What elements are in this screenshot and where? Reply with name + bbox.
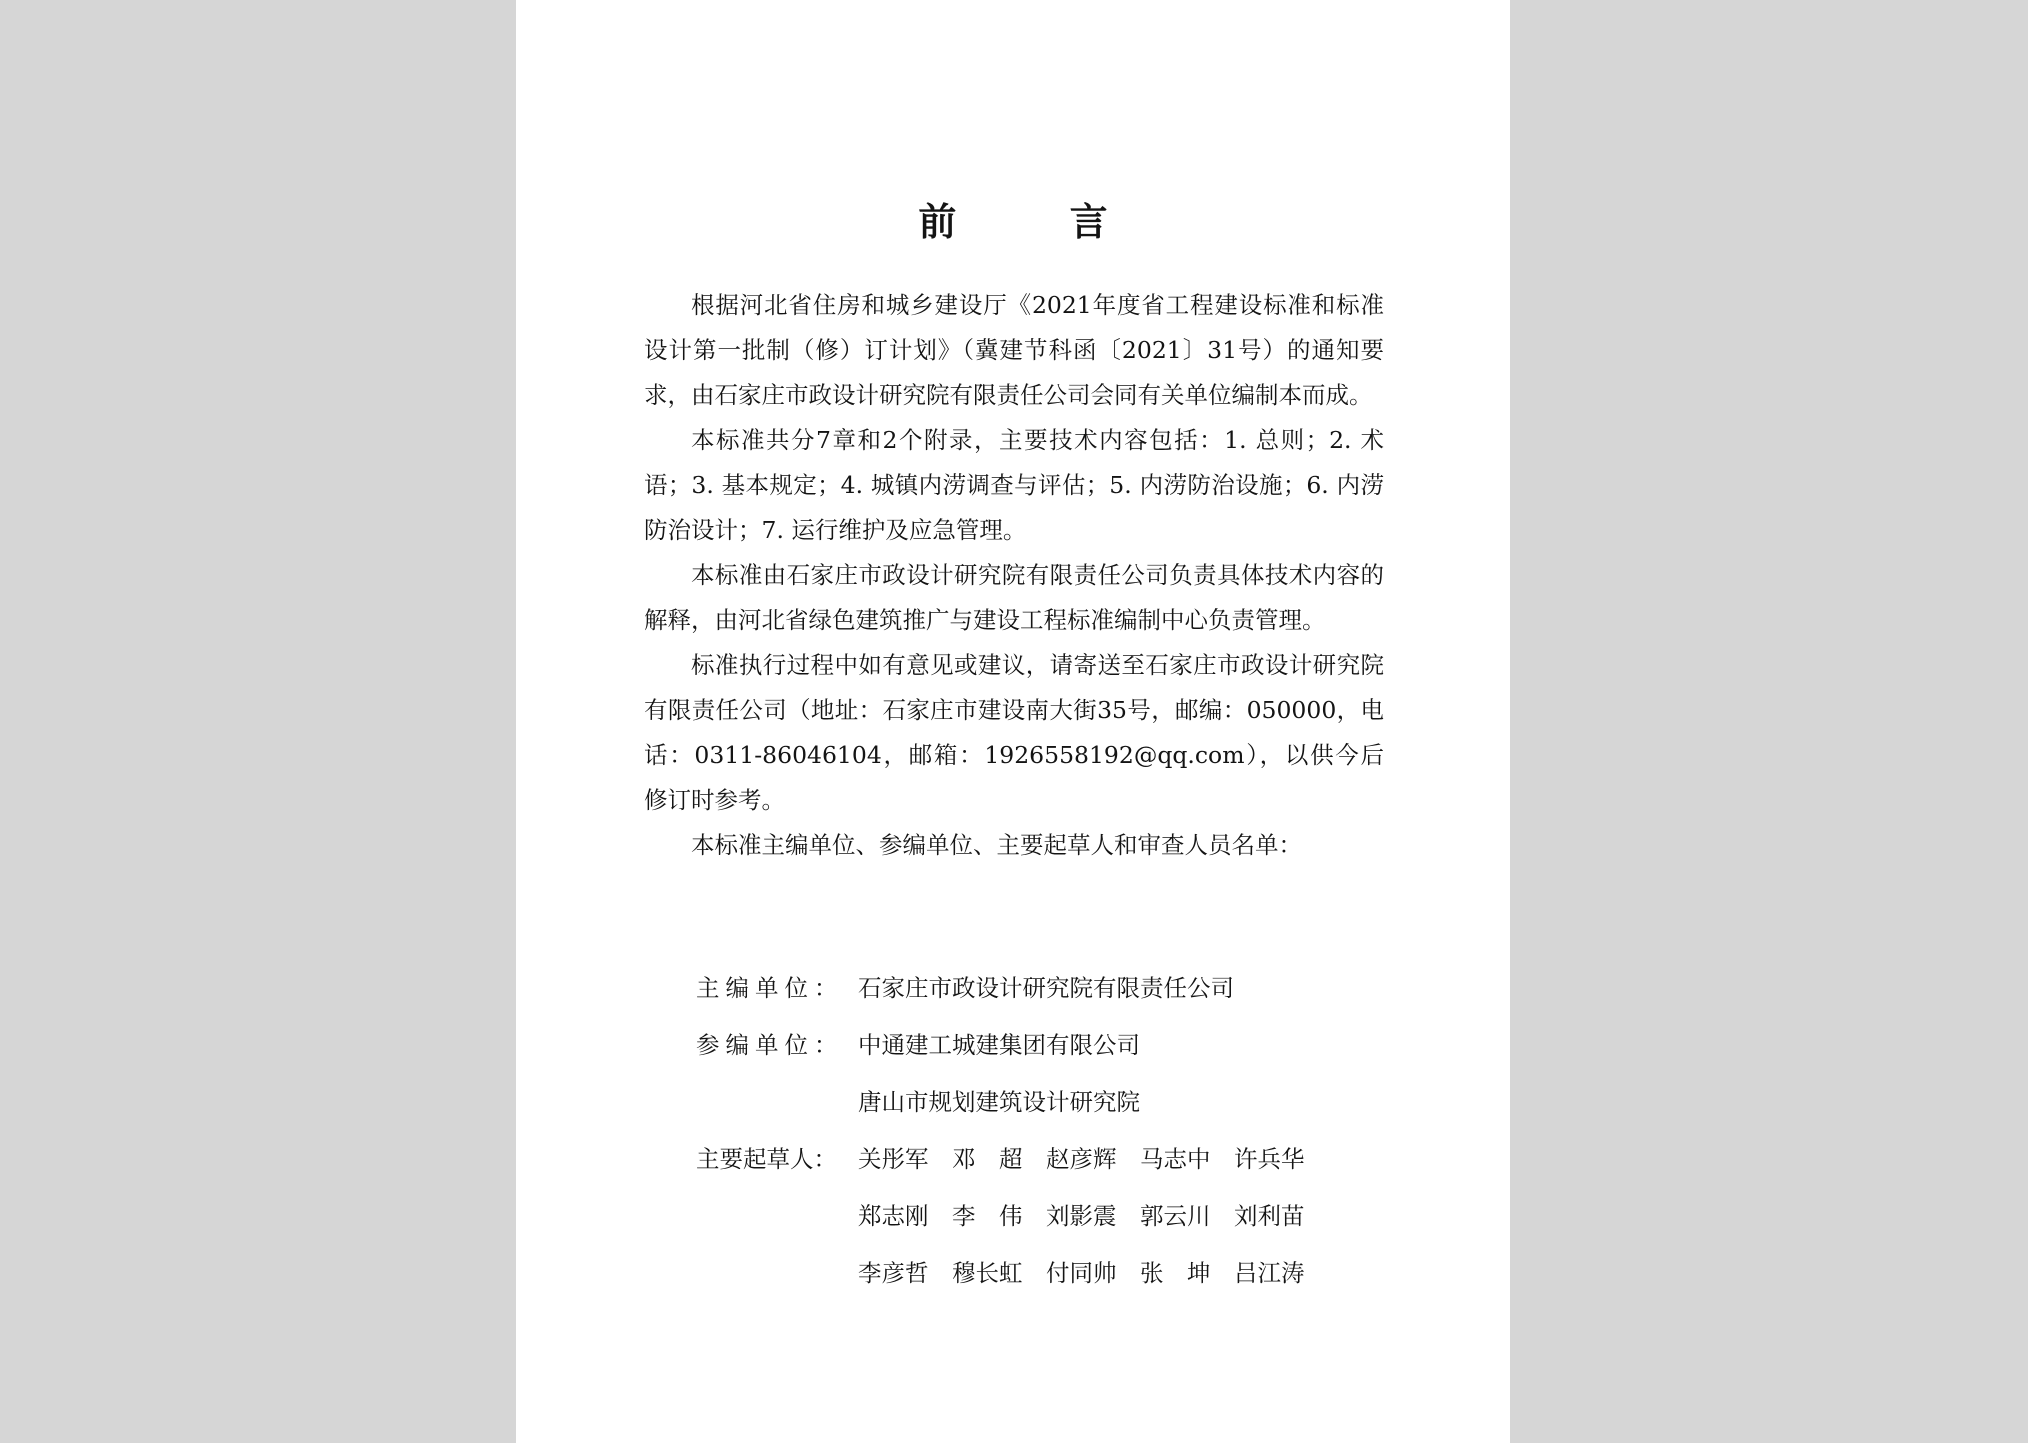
drafter-name: 关彤军 [858, 1145, 929, 1173]
foreword-body [644, 283, 1384, 868]
chief-unit-label: 主编单位： [696, 974, 844, 1002]
drafter-name: 赵彦辉 [1046, 1145, 1117, 1173]
paragraph: 本标准共分7章和2个附录，主要技术内容包括：1. 总则；2. 术语；3. 基本规定；4. 城镇内涝调查与评估；5. 内涝防治设施；6. 内涝防治设计；7. 运行维护及应急管理。 [644, 426, 1384, 544]
participating-unit-value: 中通建工城建集团有限公司 [858, 1031, 1140, 1059]
drafter-name: 付同帅 [1046, 1259, 1117, 1287]
participating-unit-value: 唐山市规划建筑设计研究院 [858, 1088, 1140, 1116]
drafter-name: 李 伟 [952, 1202, 1023, 1230]
drafter-name: 张 坤 [1140, 1259, 1211, 1287]
drafter-name: 吕江涛 [1234, 1259, 1305, 1287]
drafter-name: 李彦哲 [858, 1259, 929, 1287]
document-page [516, 0, 1510, 1443]
drafter-names [858, 1253, 1328, 1293]
drafter-name: 郭云川 [1140, 1202, 1211, 1230]
page-title: 前 言 [918, 199, 1158, 244]
drafter-names [858, 1139, 1328, 1179]
drafter-names [858, 1196, 1328, 1236]
participating-unit-label: 参编单位： [696, 1031, 844, 1059]
drafter-name: 刘影震 [1046, 1202, 1117, 1230]
drafter-name: 郑志刚 [858, 1202, 929, 1230]
paragraph: 本标准由石家庄市政设计研究院有限责任公司负责具体技术内容的解释，由河北省绿色建筑推广与建设工程标准编制中心负责管理。 [644, 561, 1384, 634]
drafter-name: 穆长虹 [952, 1259, 1023, 1287]
drafter-name: 邓 超 [952, 1145, 1023, 1173]
drafters-label: 主要起草人： [696, 1145, 837, 1173]
paragraph: 标准执行过程中如有意见或建议，请寄送至石家庄市政设计研究院有限责任公司（地址：石家庄市建设南大街35号，邮编：050000，电话：0311-86046104，邮箱：1926558192@qq.com），以供今后修订时参考。 [644, 651, 1384, 814]
drafter-name: 马志中 [1140, 1145, 1211, 1173]
drafter-name: 许兵华 [1234, 1145, 1305, 1173]
chief-unit-value: 石家庄市政设计研究院有限责任公司 [858, 974, 1234, 1002]
paragraph: 本标准主编单位、参编单位、主要起草人和审查人员名单： [691, 831, 1302, 859]
paragraph: 根据河北省住房和城乡建设厅《2021年度省工程建设标准和标准设计第一批制（修）订计划》（冀建节科函〔2021〕31号）的通知要求，由石家庄市政设计研究院有限责任公司会同有关单位编制本而成。 [644, 291, 1384, 409]
drafter-name: 刘利苗 [1234, 1202, 1305, 1230]
